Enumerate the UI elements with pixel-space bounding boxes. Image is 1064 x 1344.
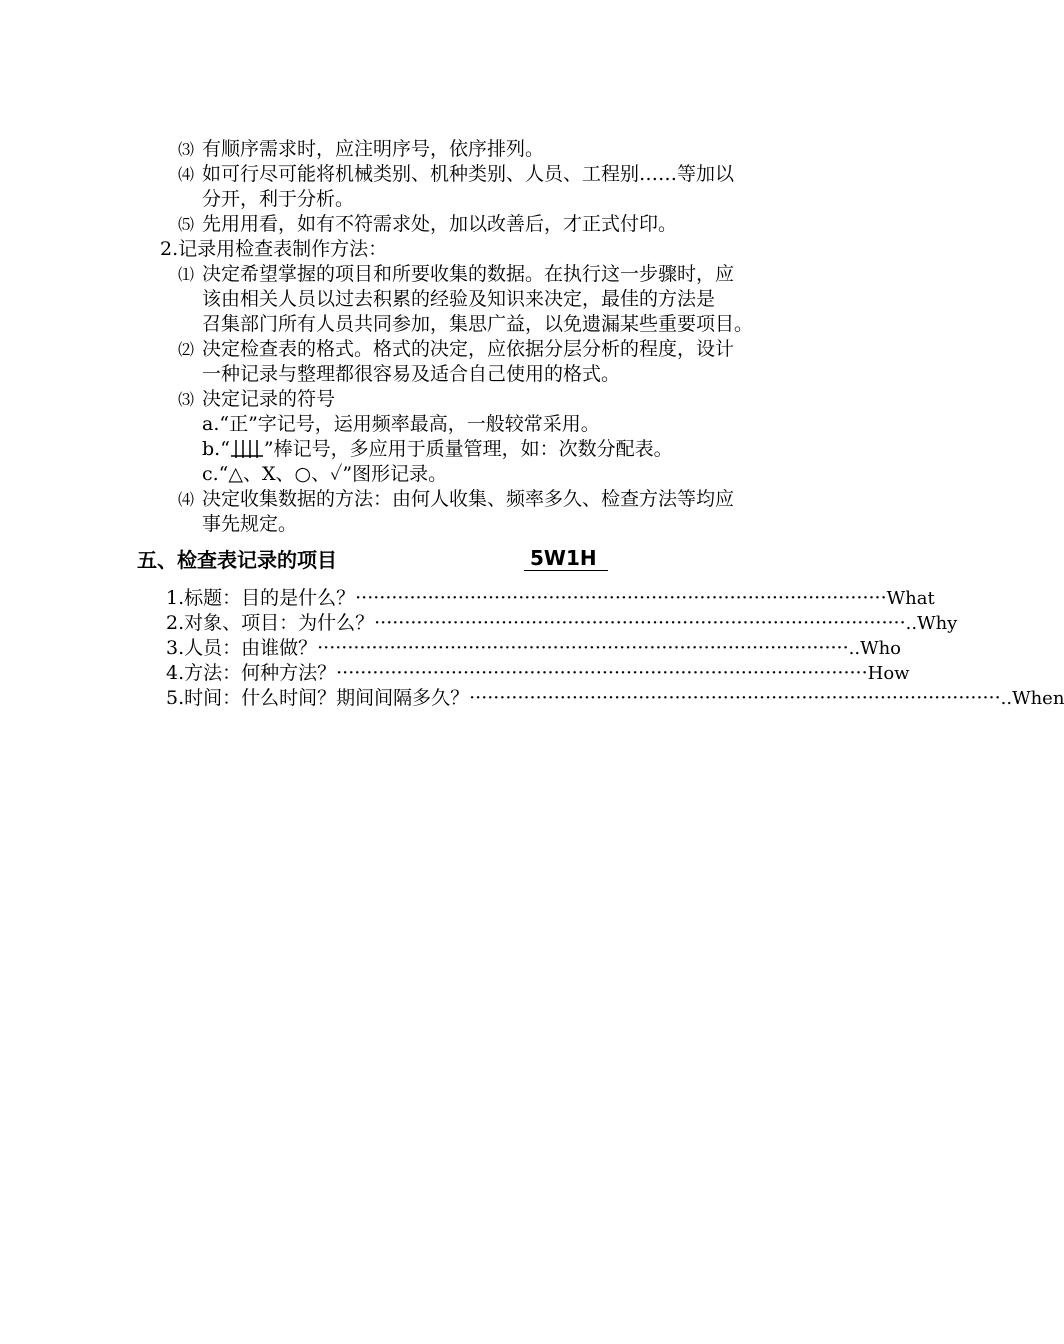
dot-leader: ························································································ [336, 662, 868, 684]
table-row [166, 586, 935, 611]
row-label: 2.对象、项目：为什么？ [166, 612, 375, 634]
item-text: 有顺序需求时，应注明序号，依序排列。 [202, 138, 545, 160]
dot-leader: ························································································ [469, 687, 1001, 709]
table-row [166, 636, 901, 661]
symbol-b [202, 437, 673, 462]
item-text: 决定记录的符号 [202, 388, 336, 410]
row-label: 4.方法：何种方法？ [166, 662, 337, 684]
item-text: 如可行尽可能将机械类别、机种类别、人员、工程别……等加以 [202, 163, 735, 185]
item-text: 决定希望掌握的项目和所要收集的数据。在执行这一步骤时，应 [202, 263, 735, 285]
item-marker: ⑷ [178, 165, 195, 184]
symbol-b-suffix: ”棒记号，多应用于质量管理，如：次数分配表。 [263, 438, 673, 460]
item-marker: ⑶ [178, 140, 195, 159]
section-tag: 5W1H [524, 546, 608, 571]
item-text: 决定检查表的格式。格式的决定，应依据分层分析的程度，设计 [202, 338, 735, 360]
symbol-b-prefix: b.“ [202, 438, 230, 460]
row-key: ..Who [848, 638, 901, 659]
list-item-continuation: 召集部门所有人员共同参加，集思广益，以免遗漏某些重要项目。 [202, 313, 754, 335]
symbol-c: c.“△、X、○、✓”图形记录。 [202, 463, 448, 485]
row-label: 3.人员：由谁做？ [166, 637, 318, 659]
list-item-continuation [202, 187, 354, 212]
list-item-continuation: 事先规定。 [202, 513, 298, 535]
item-text: 先用用看，如有不符需求处，加以改善后，才正式付印。 [202, 213, 678, 235]
row-label: 5.时间：什么时间？期间间隔多久？ [166, 687, 470, 709]
item-marker: ⑷ [178, 490, 195, 509]
table-row [166, 661, 910, 686]
item-marker: ⑶ [178, 390, 195, 409]
list-item-continuation: 一种记录与整理都很容易及适合自己使用的格式。 [202, 363, 621, 385]
dot-leader: ························································································ [317, 637, 849, 659]
list-item [178, 212, 677, 237]
item-marker: ⑵ [178, 340, 195, 359]
table-row [166, 686, 1064, 711]
row-key: ..Why [905, 613, 958, 634]
list-item [178, 337, 734, 362]
item-text: 决定收集数据的方法：由何人收集、频率多久、检查方法等均应 [202, 488, 735, 510]
dot-leader: ························································································ [374, 612, 906, 634]
symbol-a: a.“正”字记号，运用频率最高，一般较常采用。 [202, 413, 600, 435]
list-item-continuation: 该由相关人员以过去积累的经验及知识来决定，最佳的方法是 [202, 288, 716, 310]
row-key: ..When [1000, 688, 1064, 709]
item-marker: ⑴ [178, 265, 195, 284]
row-key: How [867, 663, 910, 684]
list-item [178, 487, 734, 512]
table-row [166, 611, 958, 636]
item-marker: ⑸ [178, 215, 195, 234]
section-heading: 五、检查表记录的项目 [137, 548, 337, 572]
section-title: 2.记录用检查表制作方法： [160, 238, 388, 260]
tally-marks-icon [230, 439, 264, 459]
list-item [178, 387, 335, 412]
list-item [178, 162, 734, 187]
dot-leader: ························································································ [355, 587, 887, 609]
row-key: What [886, 588, 935, 609]
item-text: 分开，利于分析。 [202, 188, 355, 210]
row-label: 1.标题：目的是什么？ [166, 587, 356, 609]
list-item [178, 137, 544, 162]
list-item [178, 262, 734, 287]
